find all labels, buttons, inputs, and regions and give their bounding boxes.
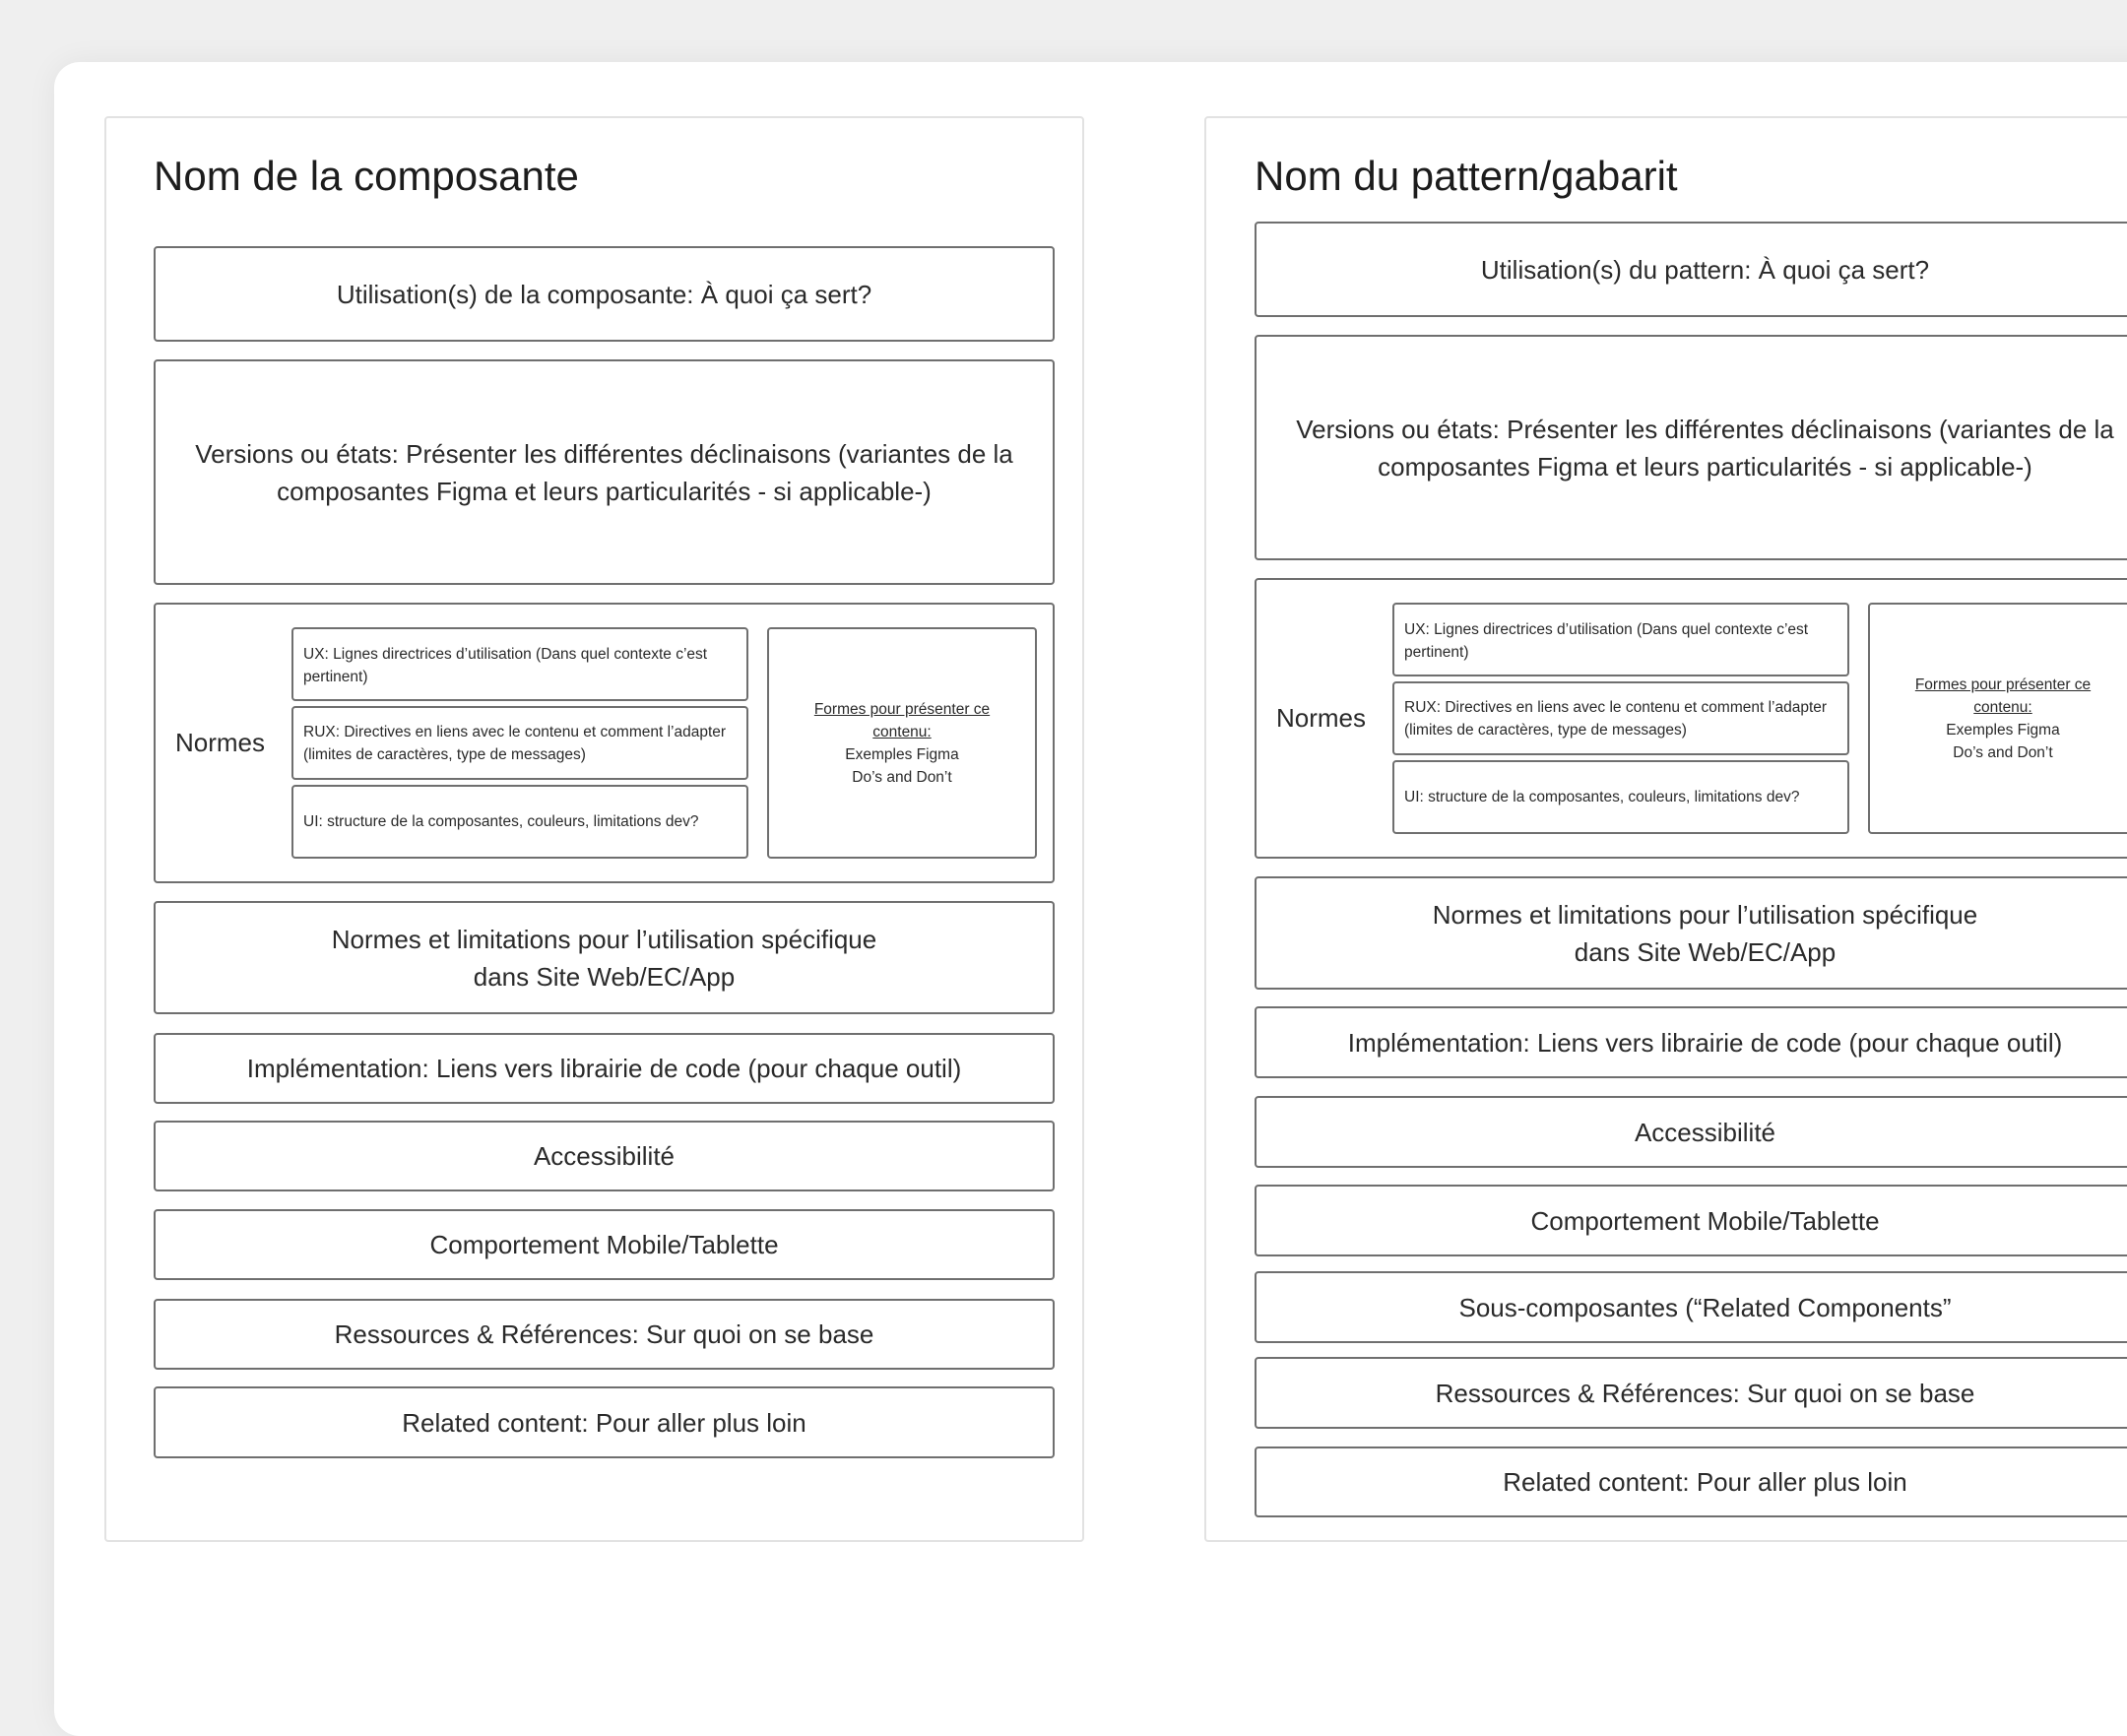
section-text: Normes et limitations pour l’utilisation spécifique dans Site Web/EC/App bbox=[1432, 899, 1978, 967]
formes-item: Do’s and Don’t bbox=[852, 768, 952, 786]
normes-ui-text: UI: structure de la composantes, couleurs, limitations dev? bbox=[1404, 789, 1800, 805]
normes-ui-box[interactable] bbox=[1392, 760, 1849, 834]
usage-text: Utilisation(s) du pattern: À quoi ça sert? bbox=[1480, 254, 1930, 285]
sub-components-section[interactable] bbox=[1255, 1271, 2127, 1343]
section-text: Comportement Mobile/Tablette bbox=[429, 1230, 779, 1259]
normes-rux-box[interactable] bbox=[1392, 681, 1849, 755]
normes-section[interactable] bbox=[154, 603, 1055, 883]
related-content-section[interactable] bbox=[154, 1386, 1055, 1458]
normes-label: Normes bbox=[1276, 703, 1367, 733]
section-text: Accessibilité bbox=[1634, 1117, 1776, 1147]
usage-section[interactable] bbox=[1255, 222, 2127, 317]
normes-ux-box[interactable] bbox=[291, 627, 748, 701]
section-text: Related content: Pour aller plus loin bbox=[402, 1407, 806, 1438]
section-text: Implémentation: Liens vers librairie de code (pour chaque outil) bbox=[246, 1054, 962, 1083]
section-text: Sous-composantes (“Related Components” bbox=[1458, 1292, 1952, 1322]
card-title: Nom de la composante bbox=[154, 153, 579, 199]
usage-section[interactable] bbox=[154, 246, 1055, 342]
versions-text: Versions ou états: Présenter les différentes déclinaisons (variantes de la composantes Figma et leurs particularités - si applicable-) bbox=[1296, 414, 2114, 482]
section-text: Ressources & Références: Sur quoi on se base bbox=[1435, 1378, 1975, 1408]
normes-section[interactable] bbox=[1255, 578, 2127, 859]
normes-ux-box[interactable] bbox=[1392, 603, 1849, 676]
formes-heading: Formes pour présenter ce contenu: bbox=[813, 700, 991, 740]
specific-norms-section[interactable] bbox=[154, 901, 1055, 1014]
formes-heading: Formes pour présenter ce contenu: bbox=[1914, 675, 2092, 716]
section-text: Comportement Mobile/Tablette bbox=[1530, 1205, 1880, 1236]
section-text: Ressources & Références: Sur quoi on se base bbox=[334, 1319, 874, 1349]
mobile-behavior-section[interactable] bbox=[1255, 1185, 2127, 1256]
formes-item: Exemples Figma bbox=[1946, 721, 2060, 739]
versions-section[interactable] bbox=[154, 359, 1055, 585]
normes-label: Normes bbox=[175, 728, 266, 757]
resources-section[interactable] bbox=[154, 1299, 1055, 1370]
resources-section[interactable] bbox=[1255, 1357, 2127, 1429]
normes-rux-box[interactable] bbox=[291, 706, 748, 780]
section-text: Related content: Pour aller plus loin bbox=[1503, 1467, 1907, 1497]
section-text: Accessibilité bbox=[533, 1141, 676, 1171]
normes-ux-text: UX: Lignes directrices d’utilisation (Dans quel contexte c’est pertinent) bbox=[303, 646, 708, 685]
formes-item: Do’s and Don’t bbox=[1953, 743, 2053, 761]
implementation-section[interactable] bbox=[154, 1033, 1055, 1104]
section-text: Implémentation: Liens vers librairie de code (pour chaque outil) bbox=[1347, 1027, 2063, 1058]
related-content-section[interactable] bbox=[1255, 1447, 2127, 1517]
versions-section[interactable] bbox=[1255, 335, 2127, 560]
accessibility-section[interactable] bbox=[1255, 1096, 2127, 1168]
usage-text: Utilisation(s) de la composante: À quoi ça sert? bbox=[336, 279, 872, 309]
accessibility-section[interactable] bbox=[154, 1121, 1055, 1191]
versions-text: Versions ou états: Présenter les différentes déclinaisons (variantes de la composantes Figma et leurs particularités - si applicable-) bbox=[195, 438, 1013, 506]
section-text: Normes et limitations pour l’utilisation spécifique dans Site Web/EC/App bbox=[331, 924, 877, 992]
normes-rux-text: RUX: Directives en liens avec le contenu et comment l’adapter (limites de caractères, type de messages) bbox=[303, 723, 727, 763]
formes-box[interactable] bbox=[767, 627, 1037, 859]
mobile-behavior-section[interactable] bbox=[154, 1209, 1055, 1280]
normes-rux-text: RUX: Directives en liens avec le contenu et comment l’adapter (limites de caractères, type de messages) bbox=[1404, 698, 1828, 739]
specific-norms-section[interactable] bbox=[1255, 876, 2127, 990]
normes-ux-text: UX: Lignes directrices d’utilisation (Dans quel contexte c’est pertinent) bbox=[1404, 621, 1809, 661]
implementation-section[interactable] bbox=[1255, 1006, 2127, 1078]
formes-item: Exemples Figma bbox=[845, 745, 959, 763]
formes-box[interactable] bbox=[1868, 603, 2127, 834]
normes-ui-box[interactable] bbox=[291, 785, 748, 859]
normes-ui-text: UI: structure de la composantes, couleurs, limitations dev? bbox=[303, 813, 699, 830]
card-title: Nom du pattern/gabarit bbox=[1255, 153, 1678, 199]
